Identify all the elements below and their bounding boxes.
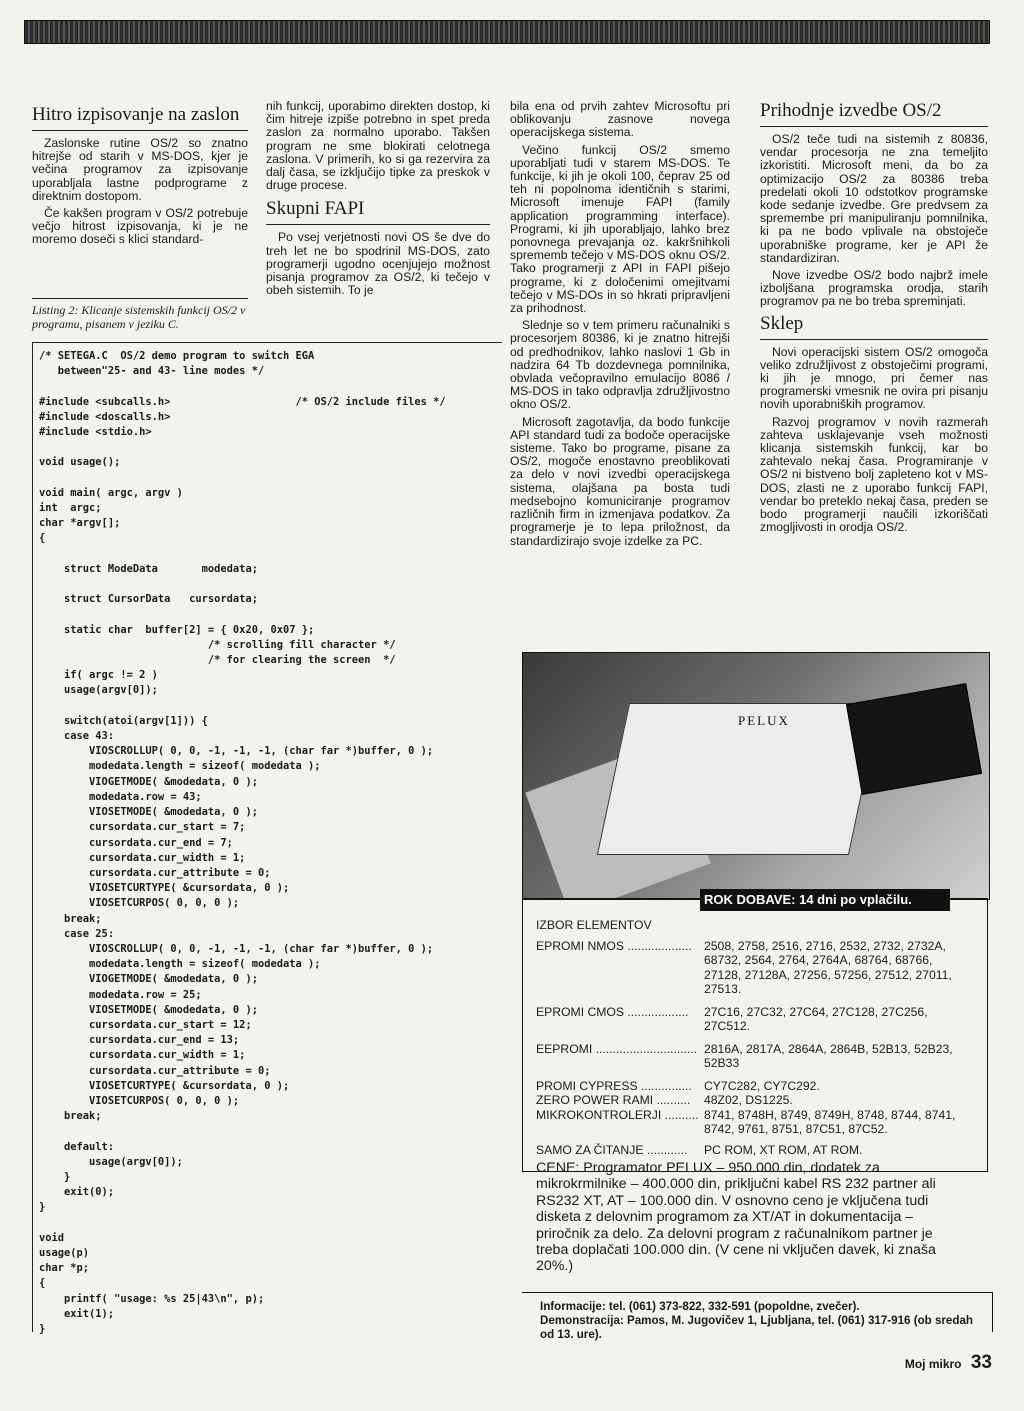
heading-hitro-izpisovanje: Hitro izpisovanje na zaslon <box>32 104 248 131</box>
code-text: /* SETEGA.C OS/2 demo program to switch EGA between"25- and 43- line modes */ #include <subcalls.h> /* OS/2 include files */ #include <doscalls.h> #include <stdio.h> void usage(); void main( argc, argv ) int argc; char *argv[]; { struct ModeData modedata; struct CursorData cursordata; static char buffer[2] = { 0x20, 0x07 }; /* scrolling fill character */ /* for clearing the screen */ if( argc != 2 ) usage(argv[0]); switch(atoi(argv[1])) { case 43: VIOSCROLLUP( 0, 0, -1, -1, -1, (char far *)buffer, 0 ); modedata.length = sizeof( modedata ); VIOGETMODE( &modedata, 0 ); modedata.row = 43; VIOSETMODE( &modedata, 0 ); cursordata.cur_start = 7; cursordata.cur_end = 7; cursordata.cur_width = 1; cursordata.cur_attribute = 0; VIOSETCURTYPE( &cursordata, 0 ); VIOSETCURPOS( 0, 0, 0 ); break; case 25: VIOSCROLLUP( 0, 0, -1, -1, -1, (char far *)buffer, 0 ); modedata.length = sizeof( modedata ); VIOGETMODE( &modedata, 0 ); modedata.row = 25; VIOSETMODE( &modedata, 0 ); cursordata.cur_start = 12; cursordata.cur_end = 13; cursordata.cur_width = 1; cursordata.cur_attribute = 0; VIOSETCURTYPE( &cursordata, 0 ); VIOSETCURPOS( 0, 0, 0 ); break; default: usage(argv[0]); } exit(0); } void usage(p) char *p; { printf( "usage: %s 25|43\n", p); exit(1); } <box>39 350 446 1335</box>
list-item: EEPROMI .............................. 2816A, 2817A, 2864A, 2864B, 52B13, 52B23, 52B33 <box>536 1041 953 1070</box>
paragraph: nih funkcij, uporabimo direkten dostop, ki čim hitreje izpiše potrebno in spet preda zaslon za normalno uporabo. Takšen program ne sme blokirati celotnega zaslona. V primerih, ko si ga rezervira za dalj časa, se izključijo tipke za preskok v druge procese. <box>266 99 490 193</box>
paragraph: Če kakšen program v OS/2 potrebuje večjo hitrost izpisovanja, ki je ne moremo doseči s klici standard- <box>32 206 248 247</box>
heading-prihodnje-izvedbe: Prihodnje izvedbe OS/2 <box>760 100 988 127</box>
diskette-image <box>846 683 982 795</box>
contact-info <box>540 1300 980 1342</box>
paragraph: Po vsej verjetnosti novi OS še dve do treh let ne bo spodrinil MS-DOS, zato programerji ugodno ocenjujejo možnost pisanja programov za OS/2, ki tečejo v obeh sistemih. To je <box>266 230 490 298</box>
header-bar <box>24 20 990 44</box>
page-footer <box>905 1352 992 1374</box>
demo-line: Demonstracija: Pamos, M. Jugovičev 1, Ljubljana, tel. (061) 317-916 (ob sredah od 13. ure). <box>540 1314 973 1341</box>
code-listing <box>32 342 502 1335</box>
price-text: CENE: Programator PELUX – 950.000 din, dodatek za mikrokrmilnike – 400.000 din, priključni kabel RS 232 partner ali RS232 XT, AT – 100.000 din. V osnovno ceno je vključena tudi disketa z delovnim programom za XT/AT in dokumentacija – priročnik za delo. Za delovni program z računalnikom partner je treba doplačati 100.000 din. (V cene ni vključen davek, ki znaša 20%.) <box>536 1160 936 1275</box>
list-item: EPROMI CMOS .................. 27C16, 27C32, 27C64, 27C128, 27C256, 27C512. <box>536 1004 928 1033</box>
paragraph: OS/2 teče tudi na sistemih z 80836, vendar procesorja ne zna temeljito izkoristiti. Microsoft meni, da bo za optimizacijo OS/2 za 80386 treba predelati okoli 10 odstotkov programske kode sedanje izvedbe. Gre predvsem za spremembe pri manipuliranju pomnilnika, ki pa ne bodo vplivale na obstoječe uporabniške programe, ker je API že standardiziran. <box>760 132 988 265</box>
heading-sklep: Sklep <box>760 313 988 340</box>
column-3 <box>510 100 730 552</box>
paragraph: Nove izvedbe OS/2 bodo najbrž imele izboljšana programska orodja, starih programov pa ne bo treba spreminjati. <box>760 268 988 309</box>
list-item: PROMI CYPRESS ............... CY7C282, CY7C292. <box>536 1078 820 1093</box>
list-item: MIKROKONTROLERJI .......... 8741, 8748H, 8749, 8749H, 8748, 8744, 8741, 8742, 9761, 8751, 87C51, 87C52. <box>536 1107 956 1136</box>
column-2 <box>266 100 490 301</box>
paragraph: Slednje so v tem primeru računalniki s procesorjem 80386, ki je znatno hitrejši od predhodnikov, lahko naslovi 1 Gb in nadzira 64 Tb dozdevnega pomnilnika, obvlada večopravilno emulacijo 8086 / MS-DOS in tako odpravlja združljivostno okno OS/2. <box>510 318 730 412</box>
magazine-name: Moj mikro <box>904 1357 962 1371</box>
paragraph: Microsoft zagotavlja, da bodo funkcije API standard tudi za bodoče operacijske sisteme. Tako bo programe, pisane za OS/2, mogoče enostavno preoblikovati za delo v novi izvedbi operacijskega sistema, olajšana pa bosta tudi medsebojno komuniciranje programov različnih firm in izmenjava podatkov. Za programerje je to lepa priložnost, da standardizirajo svoje izdelke za PC. <box>510 414 730 548</box>
heading-skupni-fapi: Skupni FAPI <box>266 198 490 225</box>
pelux-brand-label: PELUX <box>738 713 790 728</box>
paragraph: Večino funkcij OS/2 smemo uporabljati tudi v starem MS-DOS. Te funkcije, ki jih je okoli 100, čeprav 25 od teh ni popolnoma identičnih s starimi, Microsoft imenuje FAPI (family application programming interface). Programi, ki jih uporabljajo, lahko brez ponovnega prevajanja oz. kakršnihkoli sprememb tečejo v MS-DOS oknu OS/2. Tako programerji z API in FAPI pišejo programe, ki z določenimi omejitvami tečejo v MS-DOs in so hkrati pripravljeni za prihodnost. <box>510 142 730 316</box>
info-line: Informacije: tel. (061) 373-822, 332-591 (popoldne, zvečer). <box>540 1300 860 1313</box>
divider <box>992 1292 993 1332</box>
paragraph: Zaslonske rutine OS/2 so znatno hitrejše od starih v MS-DOS, kjer je večina programov za izpisovanje uporabljala lastne podprograme z direktnim dostopom. <box>32 136 248 203</box>
element-list <box>536 918 966 1157</box>
paragraph: Novi operacijski sistem OS/2 omogoča veliko združljivost z obstoječimi programi, ki jih je mnogo, pri čemer nas programerski vmesnik ne ovira pri pisanju novih uporabniških programov. <box>760 344 988 412</box>
column-1 <box>32 104 248 251</box>
element-list-title: IZBOR ELEMENTOV <box>536 918 652 932</box>
paragraph: bila ena od prvih zahtev Microsoftu pri oblikovanju zasnove novega operacijskega sistema. <box>510 99 730 140</box>
delivery-banner: ROK DOBAVE: 14 dni po vplačilu. <box>700 889 950 911</box>
list-item: ZERO POWER RAMI .......... 48Z02, DS1225. <box>536 1093 793 1107</box>
listing-caption: Listing 2: Klicanje sistemskih funkcij OS/2 v programu, pisanem v jeziku C. <box>32 298 248 331</box>
divider <box>522 1292 992 1293</box>
list-item: SAMO ZA ČITANJE ............ PC ROM, XT ROM, AT ROM. <box>536 1142 863 1157</box>
pelux-product-photo <box>522 652 990 900</box>
page-number: 33 <box>970 1352 992 1373</box>
paragraph: Razvoj programov v novih razmerah zahteva usklajevanje vseh možnosti klicanja sistemskih funkcij, kar bo zahtevalo nekaj časa. Programiranje v OS/2 ni bistveno bolj zapleteno kot v MS-DOS, zlasti ne z uporabo funkcij FAPI, vendar bo preteklo nekaj časa, preden se bodo programerji naučili izkoriščati zmogljivosti in orodja OS/2. <box>760 414 988 535</box>
list-item: EPROMI NMOS ................... 2508, 2758, 2516, 2716, 2532, 2732, 2732A, 68732, 2564, 2764, 2764A, 68764, 68766, 27128, 27128A, 27256, 57256, 27512, 27011, 27513. <box>536 938 952 996</box>
column-4 <box>760 100 988 538</box>
